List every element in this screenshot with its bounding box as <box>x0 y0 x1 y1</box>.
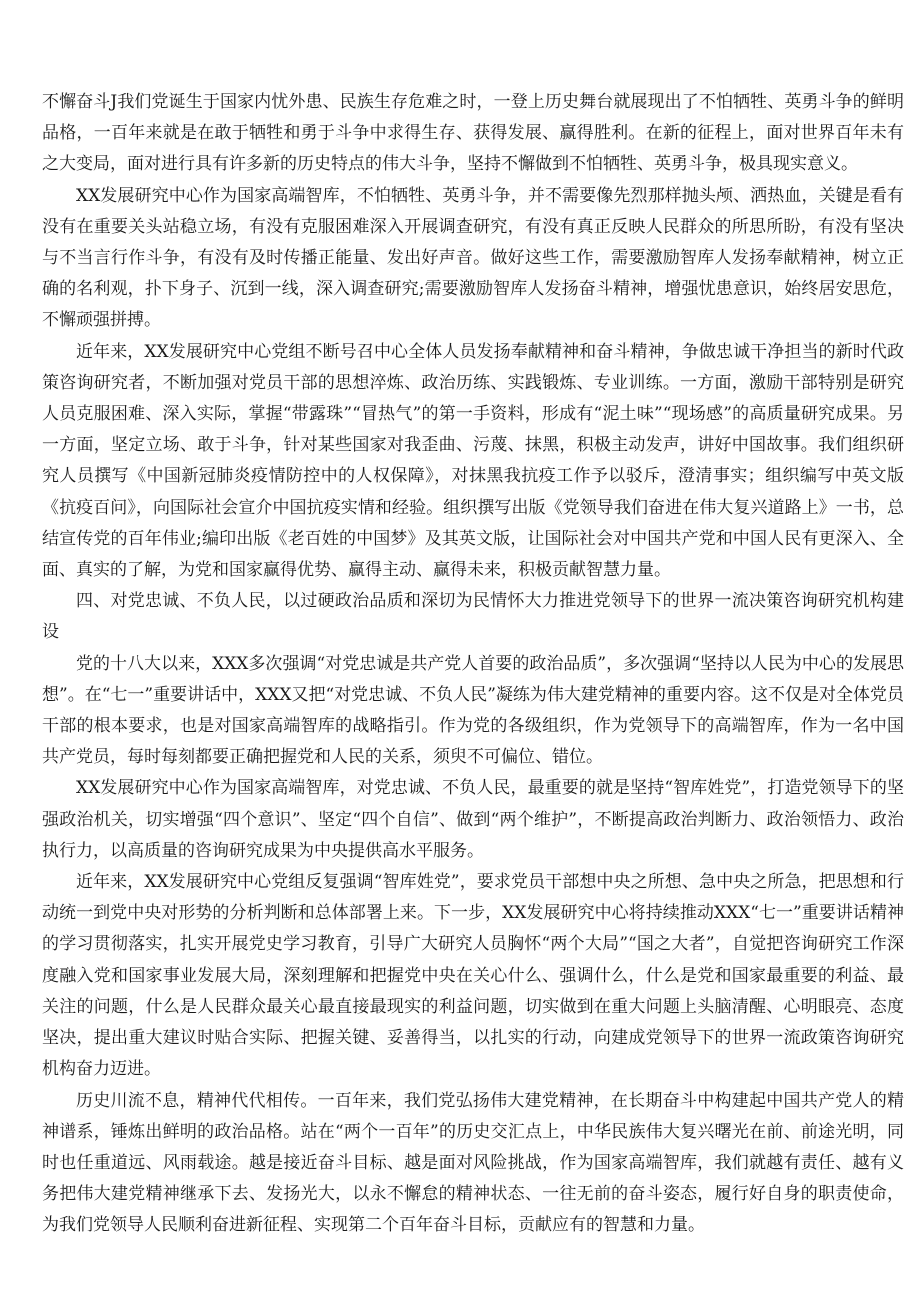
paragraph-think-tank-loyalty: XX发展研究中心作为国家高端智库，对党忠诚、不负人民，最重要的就是坚持“智库姓党”，打造党领导下的坚强政治机关，切实增强“四个意识”、坚定“四个自信”、做到“两个维护”，不断提高政治判断力、政治领悟力、政治执行力，以高质量的咨询研究成果为中央提供高水平服务。 <box>42 778 904 861</box>
paragraph-think-tank-struggle: XX发展研究中心作为国家高端智库，不怕牺牲、英勇斗争，并不需要像先烈那样抛头颅、洒热血，关键是看有没有在重要关头站稳立场，有没有克服困难深入开展调查研究，有没有真正反映人民群众的所思所盼，有没有坚决与不当言行作斗争，有没有及时传播正能量、发出好声音。做好这些工作，需要激励智库人发扬奉献精神，树立正确的名利观，扑下身子、沉到一线，深入调查研究;需要激励智库人发扬奋斗精神，增强忧患意识，始终居安思危，不懈顽强拼搏。 <box>42 185 904 331</box>
paragraph-continuation: 不懈奋斗J我们党诞生于国家内忧外患、民族生存危难之时，一登上历史舞台就展现出了不怕牺牲、英勇斗争的鲜明品格，一百年来就是在敢于牺牲和勇于斗争中求得生存、获得发展、赢得胜利。在新的征程上，面对世界百年未有之大变局，面对进行具有许多新的历史特点的伟大斗争，坚持不懈做到不怕牺牲、英勇斗争，极具现实意义。 <box>42 92 904 175</box>
paragraph-recent-years-dedication: 近年来，XX发展研究中心党组不断号召中心全体人员发扬奉献精神和奋斗精神，争做忠诚干净担当的新时代政策咨询研究者，不断加强对党员干部的思想淬炼、政治历练、实践锻炼、专业训练。一方面，激励干部特别是研究人员克服困难、深入实际，掌握“带露珠”“冒热气”的第一手资料，形成有“泥土味”“现场感”的高质量研究成果。另一方面，坚定立场、敢于斗争，针对某些国家对我歪曲、污蔑、抹黑，积极主动发声，讲好中国故事。我们组织研究人员撰写《中国新冠肺炎疫情防控中的人权保障》，对抹黑我抗疫工作予以驳斥，澄清事实；组织编写中英文版《抗疫百问》，向国际社会宣介中国抗疫实情和经验。组织撰写出版《党领导我们奋进在伟大复兴道路上》一书，总结宣传党的百年伟业;编印出版《老百姓的中国梦》及其英文版，让国际社会对中国共产党和中国人民有更深入、全面、真实的了解，为党和国家赢得优势、赢得主动、赢得未来，积极贡献智慧力量。 <box>42 341 904 581</box>
document-body <box>42 87 904 1242</box>
paragraph-loyalty-to-party: 党的十八大以来，XXX多次强调“对党忠诚是共产党人首要的政治品质”，多次强调“坚持以人民为中心的发展思想”。在“七一”重要讲话中，XXX又把“对党忠诚、不负人民”凝练为伟大建党精神的重要内容。这不仅是对全体党员干部的根本要求，也是对国家高端智库的战略指引。作为党的各级组织，作为党领导下的高端智库，作为一名中国共产党员，每时每刻都要正确把握党和人民的关系，须臾不可偏位、错位。 <box>42 653 904 768</box>
paragraph-conclusion: 历史川流不息，精神代代相传。一百年来，我们党弘扬伟大建党精神，在长期奋斗中构建起中国共产党人的精神谱系，锤炼出鲜明的政治品格。站在“两个一百年”的历史交汇点上，中华民族伟大复兴曙光在前、前途光明，同时也任重道远、风雨载途。越是接近奋斗目标、越是面对风险挑战，作为国家高端智库，我们就越有责任、越有义务把伟大建党精神继承下去、发扬光大，以永不懈怠的精神状态、一往无前的奋斗姿态，履行好自身的职责使命，为我们党领导人民顺利奋进新征程、实现第二个百年奋斗目标，贡献应有的智慧和力量。 <box>42 1090 904 1236</box>
paragraph-recent-years-loyalty: 近年来，XX发展研究中心党组反复强调“智库姓党”，要求党员干部想中央之所想、急中央之所急，把思想和行动统一到党中央对形势的分析判断和总体部署上来。下一步，XX发展研究中心将持续推动XXX“七一”重要讲话精神的学习贯彻落实，扎实开展党史学习教育，引导广大研究人员胸怀“两个大局”“国之大者”，自觉把咨询研究工作深度融入党和国家事业发展大局，深刻理解和把握党中央在关心什么、强调什么，什么是党和国家最重要的利益、最关注的问题，什么是人民群众最关心最直接最现实的利益问题，切实做到在重大问题上头脑清醒、心明眼亮、态度坚决，提出重大建议时贴合实际、把握关键、妥善得当，以扎实的行动，向建成党领导下的世界一流政策咨询研究机构奋力迈进。 <box>42 872 904 1080</box>
section-heading-four: 四、对党忠诚、不负人民，以过硬政治品质和深切为民情怀大力推进党领导下的世界一流决策咨询研究机构建设 <box>42 591 904 643</box>
